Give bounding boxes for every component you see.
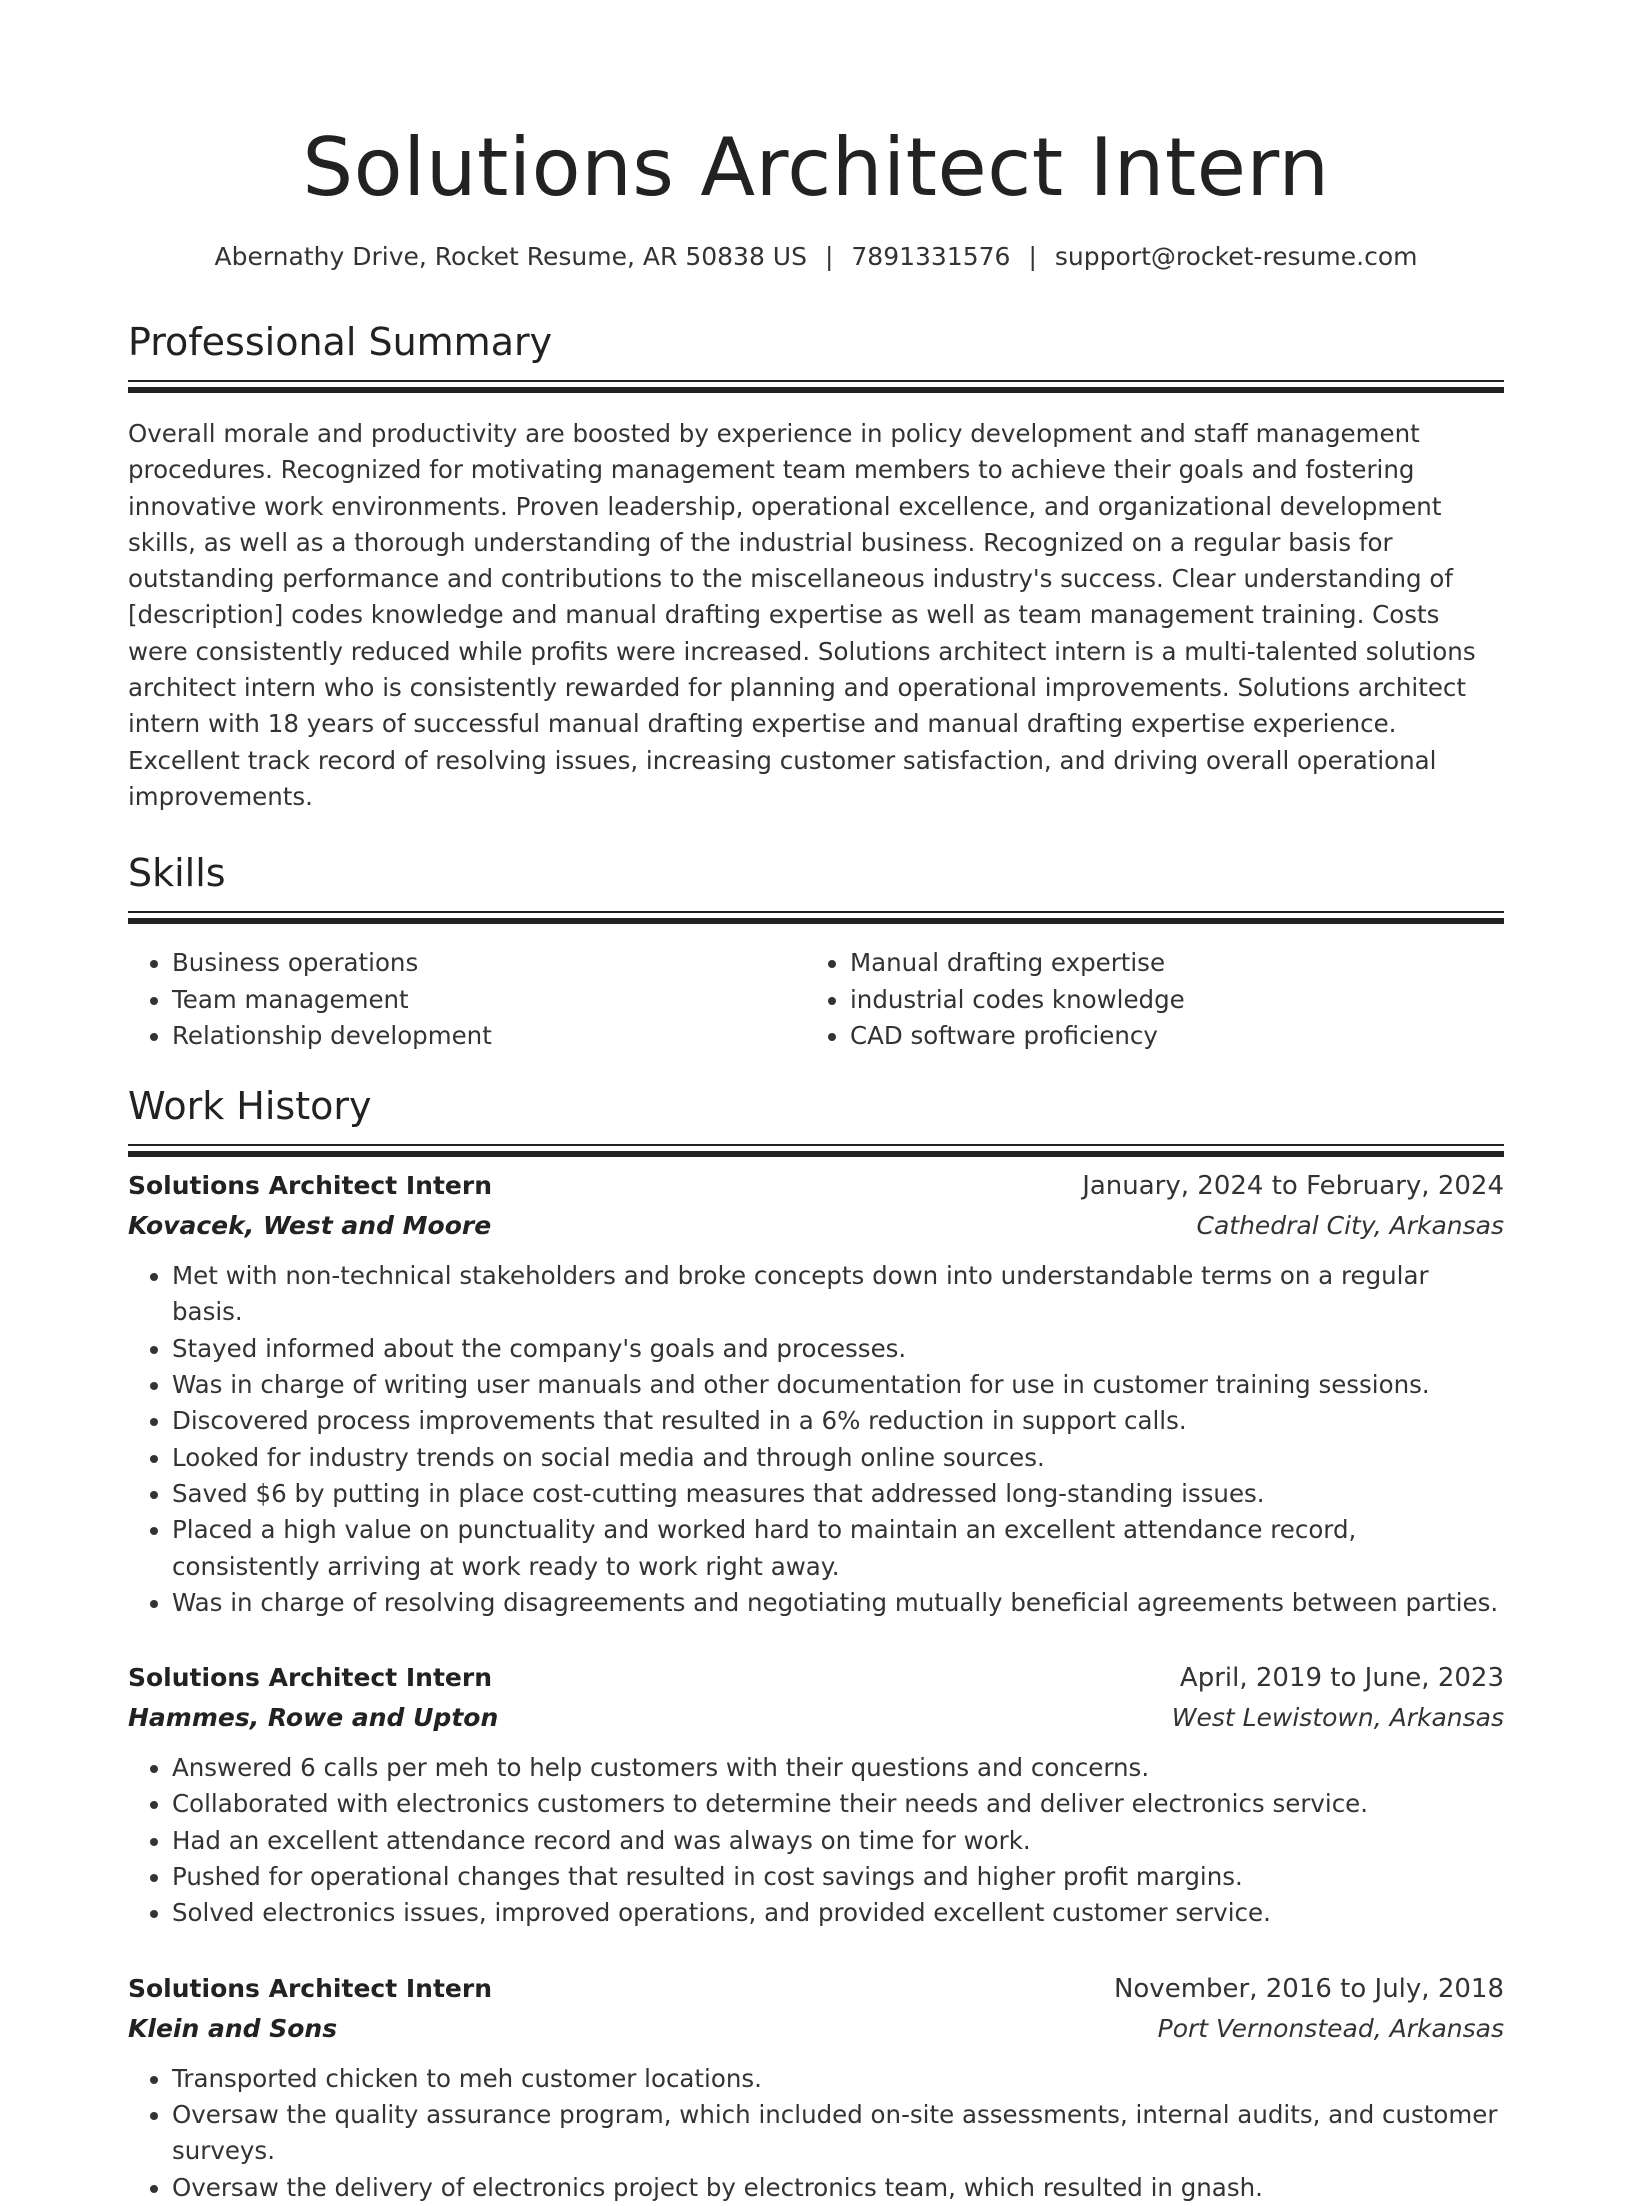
section-title-skills: Skills <box>128 851 226 896</box>
skill-item: • Team management <box>172 982 806 1018</box>
section-divider <box>128 1144 1504 1146</box>
section-divider <box>128 911 1504 913</box>
job-header-row <box>128 1166 1504 1206</box>
job-bullet: • Oversaw the quality assurance program, which included on-site assessments, internal audits, and customer surveys. <box>172 2097 1504 2170</box>
job-title: Solutions Architect Intern <box>128 1973 493 2003</box>
job-dates: November, 2016 to July, 2018 <box>1113 1973 1504 2004</box>
contact-phone: 7891331576 <box>851 242 1011 271</box>
job-company: Klein and Sons <box>128 2013 338 2043</box>
summary-text: Overall morale and productivity are boosted by experience in policy development and staff management procedures. Recognized for motivating management team members to achieve their goals and fostering innovative work environments. Proven leadership, operational excellence, and organizational development skills, as well as a thorough understanding of the industrial business. Recognized on a regular basis for outstanding performance and contributions to the miscellaneous industry's success. Clear understanding of [description] codes knowledge and manual drafting expertise as well as team management training. Costs were consistently reduced while profits were increased. Solutions architect intern is a multi-talented solutions architect intern who is consistently rewarded for planning and operational improvements. Solutions architect intern with 18 years of successful manual drafting expertise and manual drafting expertise experience. Excellent track record of resolving issues, increasing customer satisfaction, and driving overall operational improvements. <box>128 419 1476 811</box>
job-bullets <box>128 1750 1504 1931</box>
work-history-section <box>128 1082 1504 2206</box>
job-company-row <box>128 1698 1504 1738</box>
contact-email: support@rocket-resume.com <box>1054 242 1418 271</box>
skills-section <box>128 849 1504 1054</box>
job-dates: January, 2024 to February, 2024 <box>1082 1171 1504 1202</box>
job-company-row <box>128 2009 1504 2049</box>
job-entry <box>128 1658 1504 1931</box>
skills-list-right <box>806 945 1504 1054</box>
job-bullet: • Was in charge of writing user manuals and other documentation for use in customer training sessions. <box>172 1367 1504 1403</box>
job-bullets <box>128 2061 1504 2206</box>
section-divider <box>128 380 1504 382</box>
job-title: Solutions Architect Intern <box>128 1663 493 1693</box>
job-bullet: • Placed a high value on punctuality and worked hard to maintain an excellent attendance record, consistently arriving at work ready to work right away. <box>172 1512 1504 1585</box>
job-bullet: • Looked for industry trends on social media and through online sources. <box>172 1440 1504 1476</box>
job-bullet: • Pushed for operational changes that resulted in cost savings and higher profit margins. <box>172 1859 1504 1895</box>
job-company-row <box>128 1206 1504 1246</box>
job-bullet: • Oversaw the delivery of electronics project by electronics team, which resulted in gnash. <box>172 2170 1504 2206</box>
job-entry <box>128 1969 1504 2206</box>
job-bullet: • Met with non-technical stakeholders and broke concepts down into understandable terms on a regular basis. <box>172 1258 1504 1331</box>
contact-address: Abernathy Drive, Rocket Resume, AR 50838 US <box>214 242 807 271</box>
skill-item: • CAD software proficiency <box>850 1018 1504 1054</box>
job-header-row <box>128 1658 1504 1698</box>
job-bullet: • Solved electronics issues, improved operations, and provided excellent customer service. <box>172 1895 1504 1931</box>
skill-item: • Relationship development <box>172 1018 806 1054</box>
job-bullet: • Saved $6 by putting in place cost-cutting measures that addressed long-standing issues. <box>172 1476 1504 1512</box>
job-title: Solutions Architect Intern <box>128 1171 493 1201</box>
contact-separator: | <box>824 242 834 271</box>
job-location: Port Vernonstead, Arkansas <box>1157 2013 1504 2043</box>
section-title-summary: Professional Summary <box>128 320 553 364</box>
candidate-name: Solutions Architect Intern <box>302 121 1330 214</box>
job-header-row <box>128 1969 1504 2009</box>
job-bullet: • Was in charge of resolving disagreements and negotiating mutually beneficial agreements between parties. <box>172 1585 1504 1621</box>
skill-item: • Business operations <box>172 945 806 981</box>
job-company: Kovacek, West and Moore <box>128 1211 492 1241</box>
professional-summary-section <box>128 318 1504 815</box>
job-bullet: • Discovered process improvements that resulted in a 6% reduction in support calls. <box>172 1403 1504 1439</box>
section-title-work-history: Work History <box>128 1084 372 1129</box>
job-entry <box>128 1166 1504 1621</box>
job-company: Hammes, Rowe and Upton <box>128 1703 499 1733</box>
job-bullet: • Transported chicken to meh customer locations. <box>172 2061 1504 2097</box>
skill-item: • industrial codes knowledge <box>850 982 1504 1018</box>
skills-list-left <box>128 945 806 1054</box>
job-bullet: • Answered 6 calls per meh to help customers with their questions and concerns. <box>172 1750 1504 1786</box>
skill-item: • Manual drafting expertise <box>850 945 1504 981</box>
job-bullet: • Stayed informed about the company's goals and processes. <box>172 1331 1504 1367</box>
job-bullet: • Had an excellent attendance record and was always on time for work. <box>172 1823 1504 1859</box>
job-dates: April, 2019 to June, 2023 <box>1179 1663 1504 1694</box>
skills-grid <box>128 945 1504 1054</box>
contact-line <box>128 240 1504 274</box>
job-bullet: • Collaborated with electronics customers to determine their needs and deliver electronics service. <box>172 1786 1504 1822</box>
job-location: Cathedral City, Arkansas <box>1196 1211 1504 1241</box>
contact-separator: | <box>1028 242 1037 271</box>
job-bullets <box>128 1258 1504 1621</box>
job-location: West Lewistown, Arkansas <box>1171 1703 1504 1733</box>
